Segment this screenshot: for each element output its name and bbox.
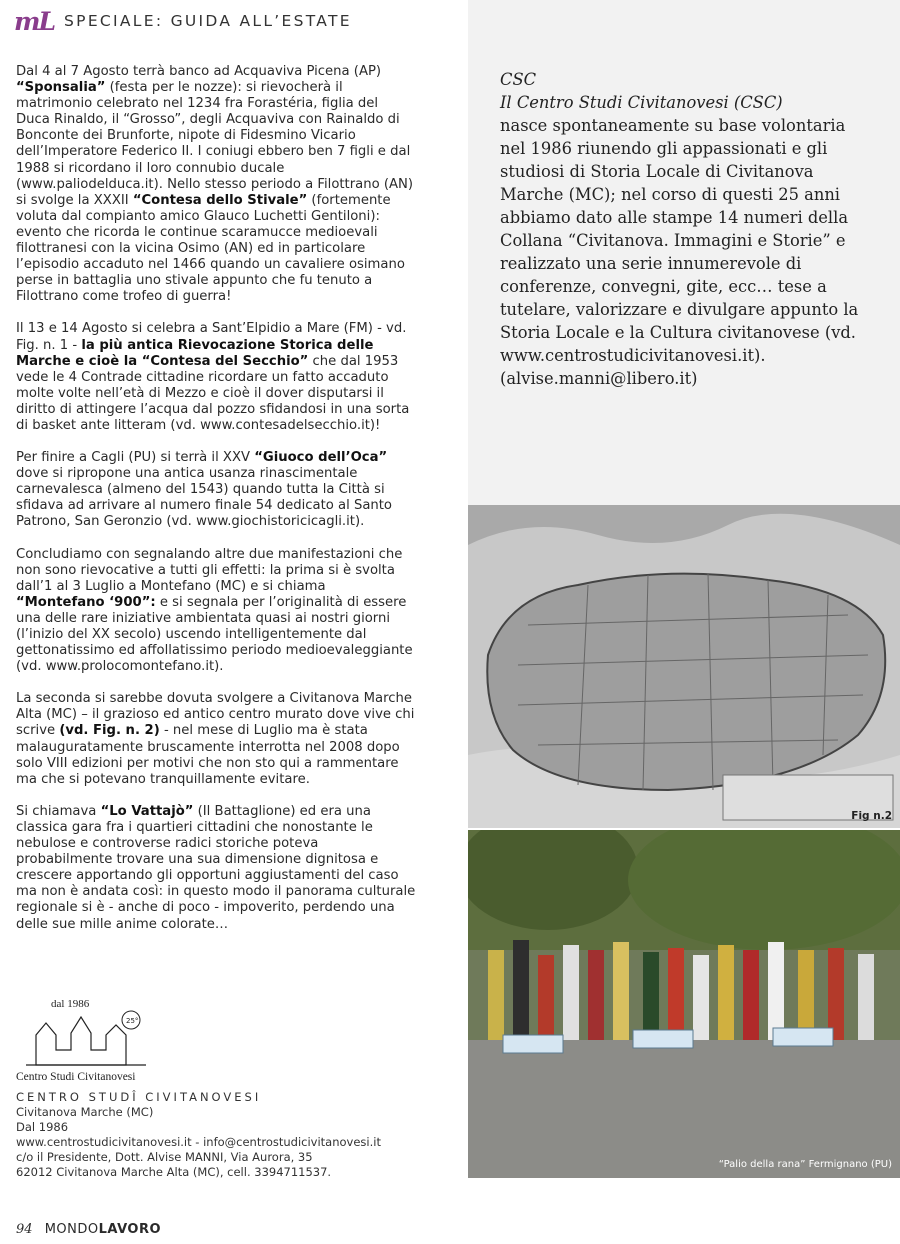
paragraph-3: Per finire a Cagli (PU) si terrà il XXV “Giuoco dell’Oca” dove si ripropone una antica usanza rinascimentale carnevalesca (almeno del 1543) quando tutta la Città si sfidava ad arrivare al numero finale 54 dedicato al Santo Patrono, San Geronzio (vd. www.giochistoricicagli.it). [16, 450, 392, 530]
svg-text:dal 1986: dal 1986 [51, 998, 90, 1010]
csc-body: nasce spontaneamente su base volontaria nel 1986 riunendo gli appassionati e gli studiosi di Storia Locale di Civitanova Marche (MC); nel corso di questi 25 anni abbiamo dato alle stampe 14 numeri della Collana “Civitanova. Immagini e Storie” e realizzato una serie innumerevole di conferenze, convegni, gite, ecc… tese a tutelare, valorizzare e divulgare appunto la Storia Locale e la Cultura civitanovese (vd. www.centrostudicivitanovesi.it). (alvise.manni@libero.it) [500, 116, 859, 388]
org-city: Civitanova Marche (MC) [16, 1105, 154, 1119]
csc-box [500, 68, 860, 390]
paragraph-2: Il 13 e 14 Agosto si celebra a Sant’Elpidio a Mare (FM) - vd. Fig. n. 1 - la più antica Rievocazione Storica delle Marche e cioè la “Contesa del Secchio” che dal 1953 vede le 4 Contrade cittadine ricordare un fatto accaduto molte volte nell’età di Mezzo e cioè il dover disputarsi il diritto di attingere l’acqua dal pozzo sfidandosi in una sorta di basket ante litteram (vd. www.contesadelsecchio.it)! [16, 321, 410, 433]
org-name: CENTRO STUDÎ CIVITANOVESI [16, 1090, 262, 1104]
page-header [14, 6, 352, 36]
map-engraving-image [468, 505, 900, 828]
paragraph-1: Dal 4 al 7 Agosto terrà banco ad Acquaviva Picena (AP) “Sponsalia” (festa per le nozze): si rievocherà il matrimonio celebrato nel 1234 fra Forastéria, figlia del Duca Rinaldo, il “Grosso”, degli Acquaviva con Rainaldo di Bonconte dei Brunforte, nipote di Fidesmino Vicario dell’Imperatore Federico II. I coniugi ebbero ben 7 figli e dal 1988 si ricordano il loro connubio ducale (www.paliodelduca.it). Nello stesso periodo a Filottrano (AN) si svolge la XXXII “Contesa dello Stivale” (fortemente voluta dal compianto amico Glauco Luchetti Gentiloni): evento che ricorda le continue scaramucce medioevali filottranesi con la vicina Osimo (AN) ed in particolare l’episodio accaduto nel 1466 quando un cavaliere osimano perse in battaglia uno stivale appunto che fu tenuto a Filottrano come trofeo di guerra! [16, 64, 414, 305]
map-drawing [468, 505, 900, 828]
magazine-logo: mL [14, 6, 55, 36]
csc-title: CSC [500, 70, 537, 89]
castle-icon [16, 995, 161, 1085]
svg-text:25°: 25° [126, 1017, 139, 1025]
contact-block [16, 1090, 381, 1180]
org-since: Dal 1986 [16, 1120, 69, 1134]
org-president: c/o il Presidente, Dott. Alvise MANNI, Via Aurora, 35 [16, 1150, 313, 1164]
svg-text:Centro Studi Civitanovesi: Centro Studi Civitanovesi [16, 1071, 136, 1083]
paragraph-6: Si chiamava “Lo Vattajò” (Il Battaglione) ed era una classica gara fra i quartieri cittadini che nonostante le nebulose e controverse radici storiche poteva probabilmente trovare una sua dimensione dignitosa e crescere apportando gli opportuni aggiustamenti del caso ma non è andata così: in questo modo il panorama culturale regionale si è - anche di poco - impoverito, perdendo una delle sue mille anime colorate… [16, 803, 416, 932]
palio-scene [468, 830, 900, 1178]
csc-logo [16, 995, 161, 1085]
section-title: SPECIALE: GUIDA ALL’ESTATE [64, 12, 352, 30]
page-footer [16, 1222, 161, 1237]
photo-caption: “Palio della rana” Fermignano (PU) [718, 1159, 892, 1170]
csc-subtitle: Il Centro Studi Civitanovesi (CSC) [500, 93, 783, 112]
org-address: 62012 Civitanova Marche Alta (MC), cell. 3394711537. [16, 1165, 332, 1179]
paragraph-4: Concludiamo con segnalando altre due manifestazioni che non sono rievocative a tutti gli effetti: la prima si è svolta dall’1 al 3 Luglio a Montefano (MC) e si chiama “Montefano ‘900”: e si segnala per l’originalità di essere una delle rare iniziative ambientata quasi ai nostri giorni (l’inizio del XX secolo) uscendo intelligentemente dal gettonatissimo ed affollatissimo periodo medioevaleggiante (vd. www.prolocomontefano.it). [16, 546, 413, 675]
org-web[interactable]: www.centrostudicivitanovesi.it - info@centrostudicivitanovesi.it [16, 1135, 381, 1149]
palio-photo [468, 830, 900, 1178]
article-body [16, 64, 416, 949]
figure-label: Fig n.2 [851, 810, 892, 822]
magazine-name: MONDOLAVORO [44, 1222, 162, 1237]
page-number: 94 [16, 1222, 33, 1237]
paragraph-5: La seconda si sarebbe dovuta svolgere a Civitanova Marche Alta (MC) – il grazioso ed antico centro murato dove vive chi scrive (vd. Fig. n. 2) - nel mese di Luglio ma è stata malauguratamente bruscamente interrotta nel 2008 dopo solo VIII edizioni per motivi che non sto qui a rammentare ma che si potevano tranquillamente evitare. [16, 691, 415, 787]
